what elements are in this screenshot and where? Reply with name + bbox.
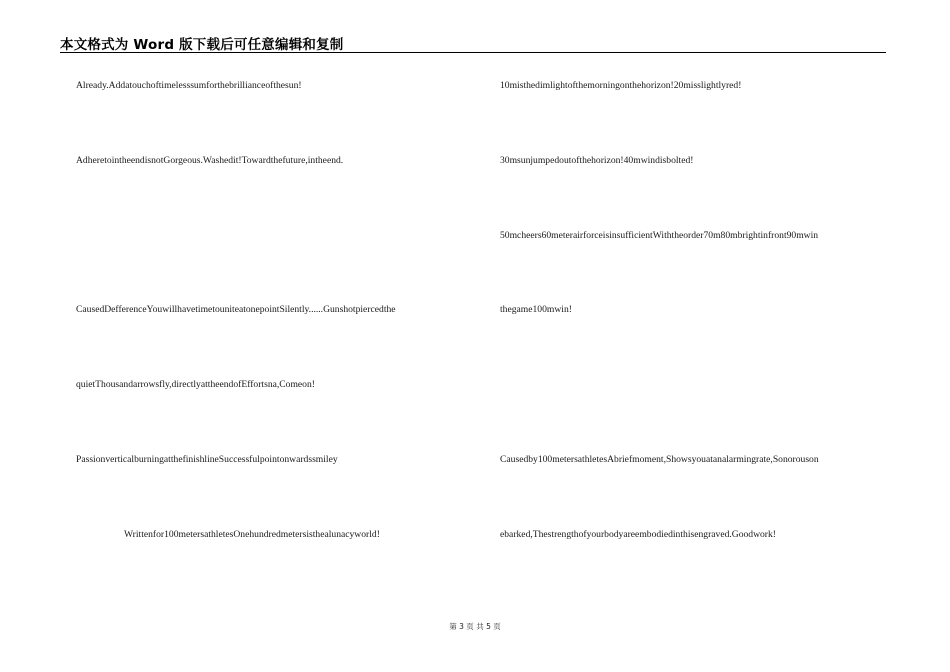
left-line-1: Already.Addatouchoftimelesssumforthebrillianceofthesun! [76,80,302,91]
left-line-4: quietThousandarrowsfly,directlyattheendofEffortsna,Comeon! [76,379,315,390]
right-line-2: 30msunjumpedoutofthehorizon!40mwindisbolted! [500,155,694,166]
right-line-4: thegame100mwin! [500,304,572,315]
left-line-3: CausedDefferenceYouwillhavetimetouniteatonepointSilently......Gunshotpiercedthe [76,304,396,315]
left-line-2: AdheretointheendisnotGorgeous.Washedit!Towardthefuture,intheend. [76,155,344,166]
left-line-6: Writtenfor100metersathletesOnehundredmetersisthealunacyworld! [124,529,380,540]
right-line-3: 50mcheers60meterairforceisinsufficientWiththeorder70m80mbrightinfront90mwin [500,230,819,241]
left-line-5: PassionverticalburningatthefinishlineSuccessfulpointonwardssmiley [76,454,338,465]
right-line-1: 10misthedimlightofthemorningonthehorizon!20misslightlyred! [500,80,742,91]
page-number-footer: 第 3 页 共 5 页 [449,622,501,631]
right-line-6: ebarked,Thestrengthofyourbodyareembodiedinthisengraved.Goodwork! [500,529,776,540]
right-line-5: Causedby100metersathletesAbriefmoment,Showsyouatanalarmingrate,Sonorouson [500,454,819,465]
document-header-title: 本文格式为 Word 版下载后可任意编辑和复制 [60,37,344,53]
header-divider [60,52,886,53]
